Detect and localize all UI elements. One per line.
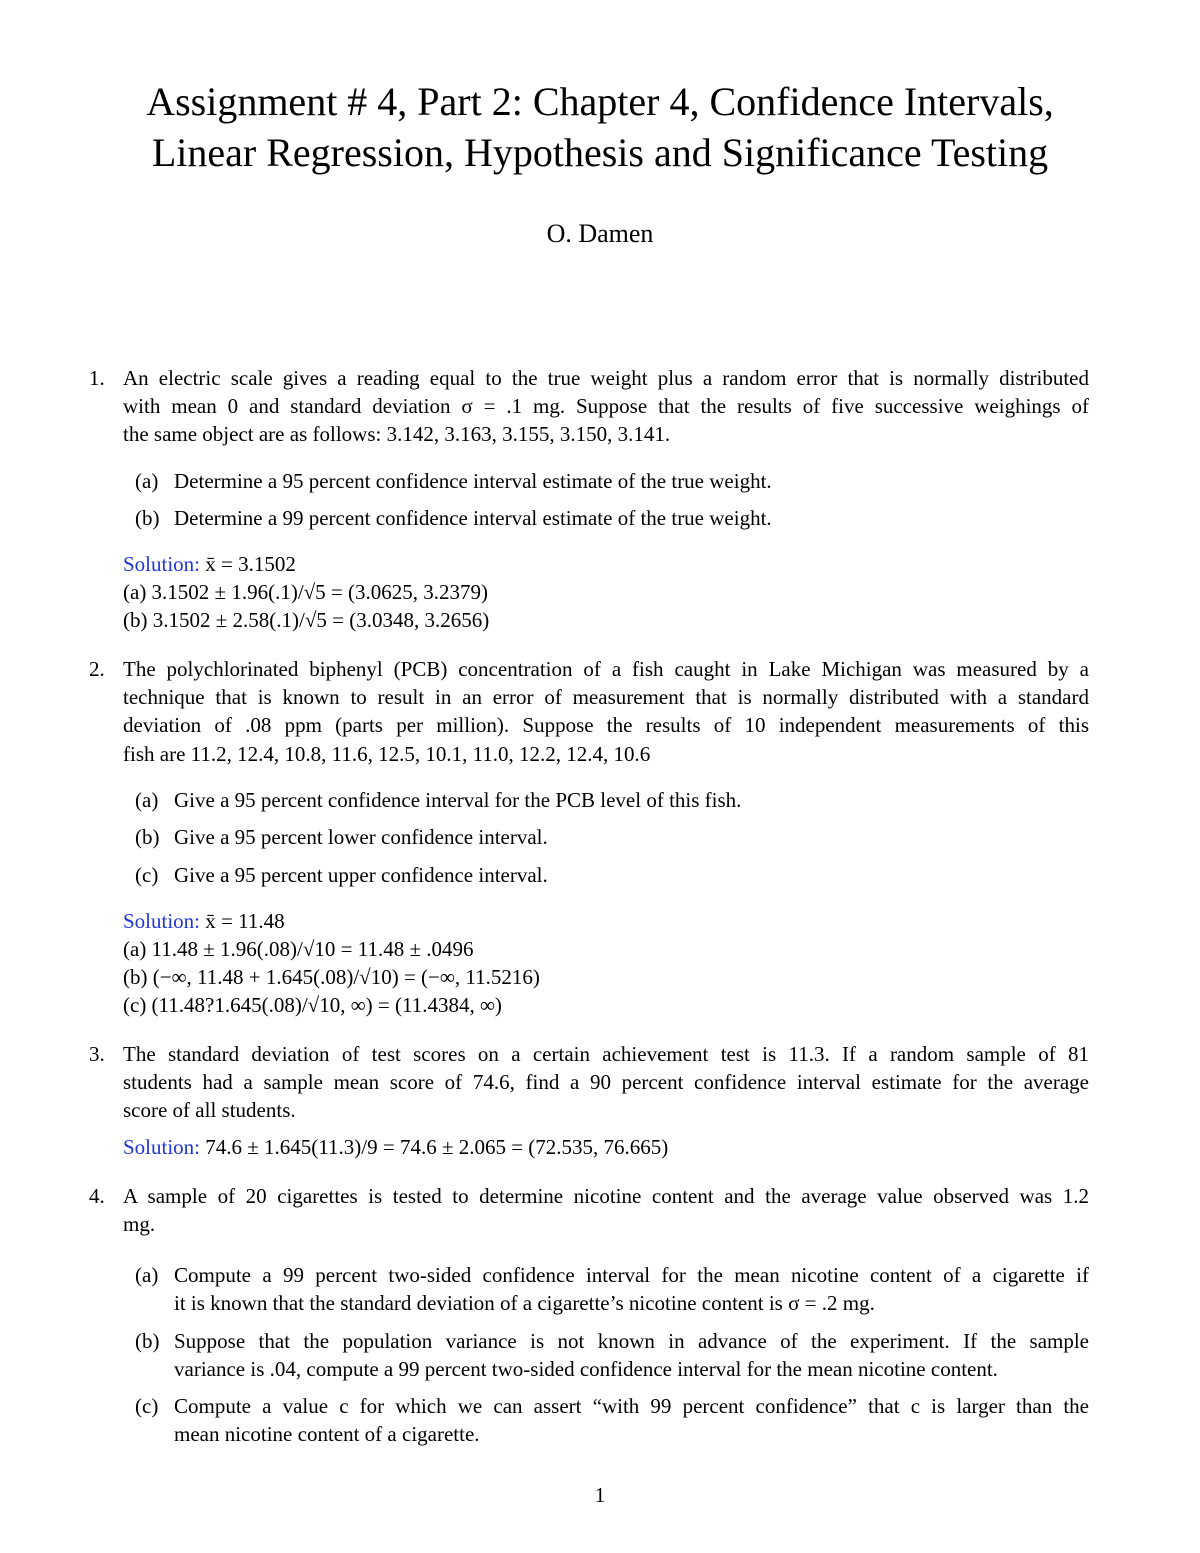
solution-line: (a) 3.1502 ± 1.96(.1)/√5 = (3.0625, 3.2379) — [123, 580, 489, 604]
problem-number: 3. — [89, 1042, 105, 1066]
part-text: Determine a 95 percent confidence interval estimate of the true weight. — [174, 469, 772, 493]
part-text: Give a 95 percent lower confidence interval. — [174, 825, 548, 849]
problem-text-line: fish are 11.2, 12.4, 10.8, 11.6, 12.5, 10.1, 11.0, 12.2, 12.4, 10.6 — [123, 742, 651, 766]
solution-mean: x̄ = 11.48 — [205, 909, 285, 933]
problem-number: 1. — [89, 366, 105, 390]
part-label: (a) — [135, 469, 159, 493]
title-line-2: Linear Regression, Hypothesis and Significance Testing — [151, 130, 1049, 175]
part-text-line: Compute a value c for which we can assert “with 99 percent confidence” that c is larger than the — [174, 1394, 1089, 1418]
solution-label: Solution: — [123, 552, 201, 576]
problem-text-line: The standard deviation of test scores on a certain achievement test is 11.3. If a random sample of 81 — [123, 1042, 1089, 1066]
problem-text-line: students had a sample mean score of 74.6, find a 90 percent confidence interval estimate for the average — [123, 1070, 1089, 1094]
title-line-1: Assignment # 4, Part 2: Chapter 4, Confidence Intervals, — [146, 79, 1054, 124]
part-text-line: Compute a 99 percent two-sided confidence interval for the mean nicotine content of a cigarette if — [174, 1263, 1089, 1287]
part-label: (b) — [135, 1329, 160, 1353]
problem-text-line: mg. — [123, 1212, 156, 1236]
solution-header — [123, 550, 296, 578]
author: O. Damen — [546, 219, 654, 248]
part-text-line: it is known that the standard deviation of a cigarette’s nicotine content is σ = .2 mg. — [174, 1291, 875, 1315]
part-label: (c) — [135, 863, 159, 887]
solution-mean: x̄ = 3.1502 — [205, 552, 296, 576]
solution-header — [123, 907, 285, 935]
part-label: (b) — [135, 506, 160, 530]
solution-text: 74.6 ± 1.645(11.3)/9 = 74.6 ± 2.065 = (72.535, 76.665) — [205, 1135, 669, 1159]
problem-text-line: technique that is known to result in an error of measurement that is normally distributed with a standard — [123, 685, 1089, 709]
part-label: (b) — [135, 825, 160, 849]
part-text: Give a 95 percent confidence interval for the PCB level of this fish. — [174, 788, 742, 812]
solution-label: Solution: — [123, 909, 201, 933]
solution-line: (b) (−∞, 11.48 + 1.645(.08)/√10) = (−∞, 11.5216) — [123, 965, 540, 989]
page-number: 1 — [594, 1483, 606, 1507]
part-label: (a) — [135, 788, 159, 812]
part-text-line: Suppose that the population variance is not known in advance of the experiment. If the sample — [174, 1329, 1089, 1353]
problem-text-line: score of all students. — [123, 1098, 296, 1122]
solution-line: (b) 3.1502 ± 2.58(.1)/√5 = (3.0348, 3.2656) — [123, 608, 490, 632]
part-text: Determine a 99 percent confidence interval estimate of the true weight. — [174, 506, 772, 530]
part-text-line: variance is .04, compute a 99 percent two-sided confidence interval for the mean nicotine content. — [174, 1357, 998, 1381]
problem-text-line: The polychlorinated biphenyl (PCB) concentration of a fish caught in Lake Michigan was measured by a — [123, 657, 1089, 681]
problem-text-line: deviation of .08 ppm (parts per million). Suppose the results of 10 independent measurements of this — [123, 713, 1089, 737]
part-text: Give a 95 percent upper confidence interval. — [174, 863, 548, 887]
problem-text-line: the same object are as follows: 3.142, 3.163, 3.155, 3.150, 3.141. — [123, 422, 671, 446]
solution-line: (c) (11.48?1.645(.08)/√10, ∞) = (11.4384, ∞) — [123, 993, 502, 1017]
problem-text-line: An electric scale gives a reading equal to the true weight plus a random error that is normally distributed — [123, 366, 1089, 390]
problem-text-line: A sample of 20 cigarettes is tested to determine nicotine content and the average value observed was 1.2 — [123, 1184, 1089, 1208]
part-text-line: mean nicotine content of a cigarette. — [174, 1422, 480, 1446]
problem-number: 4. — [89, 1184, 105, 1208]
solution-label: Solution: — [123, 1135, 201, 1159]
solution-line: (a) 11.48 ± 1.96(.08)/√10 = 11.48 ± .0496 — [123, 937, 474, 961]
problem-text-line: with mean 0 and standard deviation σ = .1 mg. Suppose that the results of five successive weighings of — [123, 394, 1089, 418]
part-label: (c) — [135, 1394, 159, 1418]
problem-number: 2. — [89, 657, 105, 681]
part-label: (a) — [135, 1263, 159, 1287]
solution-header — [123, 1133, 668, 1161]
